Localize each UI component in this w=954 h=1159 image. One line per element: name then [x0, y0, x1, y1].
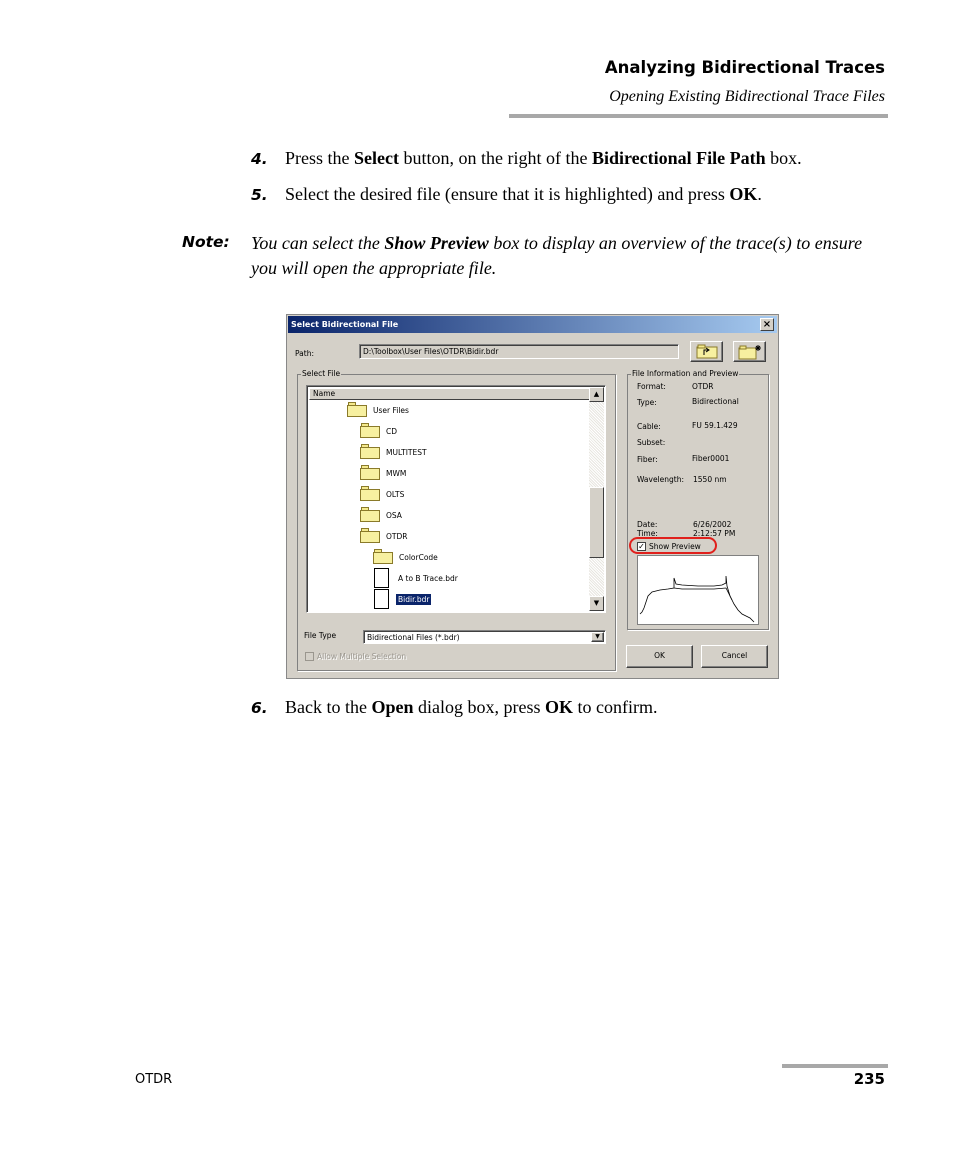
- trace-preview-graph: [638, 556, 758, 624]
- cable-value: FU 59.1.429: [692, 421, 738, 430]
- running-header-subtitle: Opening Existing Bidirectional Trace Files: [609, 88, 885, 105]
- close-icon[interactable]: ×: [760, 318, 774, 331]
- folder-up-icon: [696, 344, 718, 359]
- running-header-title: Analyzing Bidirectional Traces: [604, 58, 885, 77]
- note-label: Note:: [182, 233, 230, 251]
- trace-preview: [637, 555, 759, 625]
- folder-open-icon: [360, 528, 380, 543]
- date-value: 6/26/2002: [693, 520, 732, 529]
- folder-icon: [360, 444, 380, 459]
- highlight-callout: [629, 537, 717, 554]
- folder-icon: [360, 486, 380, 501]
- new-folder-button[interactable]: [733, 341, 766, 362]
- type-label: Type:: [637, 398, 657, 407]
- step-text: Press the Select button, on the right of the Bidirectional File Path box.: [285, 148, 802, 168]
- step-number: 5.: [251, 186, 268, 204]
- name-column-header[interactable]: Name: [309, 388, 591, 400]
- folder-icon: [360, 507, 380, 522]
- format-value: OTDR: [692, 382, 714, 391]
- page-number: 235: [853, 1070, 885, 1088]
- file-type-label: File Type: [304, 631, 337, 640]
- scroll-thumb[interactable]: [589, 487, 604, 558]
- group-label: File Information and Preview: [632, 369, 739, 378]
- allow-multiple-checkbox[interactable]: [305, 652, 314, 661]
- format-label: Format:: [637, 382, 666, 391]
- wavelength-label: Wavelength:: [637, 475, 685, 484]
- show-preview-checkbox[interactable]: ✓: [638, 542, 645, 551]
- dialog-title: Select Bidirectional File: [291, 320, 399, 329]
- step-number: 4.: [251, 150, 268, 168]
- time-label: Time:: [637, 529, 658, 538]
- scroll-down-icon[interactable]: ▼: [589, 596, 604, 611]
- chevron-down-icon[interactable]: ▼: [591, 632, 604, 642]
- folder-icon: [360, 465, 380, 480]
- footer-product: OTDR: [135, 1072, 173, 1087]
- file-tree-list[interactable]: Name ▲ ▼ User Files CD MULTITEST MWM OLTS OSA OTDR ColorCode A to B Trace.bdr Bidir.bdr: [306, 385, 606, 613]
- path-field[interactable]: D:\Toolbox\User Files\OTDR\Bidir.bdr: [359, 344, 679, 359]
- time-value: 2:12:57 PM: [693, 529, 736, 538]
- new-folder-icon: [738, 344, 762, 360]
- file-type-select[interactable]: [363, 630, 606, 644]
- cable-label: Cable:: [637, 422, 661, 431]
- select-bidirectional-file-dialog: [286, 314, 779, 679]
- fiber-label: Fiber:: [637, 455, 658, 464]
- file-icon: [374, 589, 389, 609]
- folder-open-icon: [347, 402, 367, 417]
- scroll-up-icon[interactable]: ▲: [589, 387, 604, 402]
- subset-label: Subset:: [637, 438, 666, 447]
- folder-icon: [360, 423, 380, 438]
- note-text: You can select the Show Preview box to display an overview of the trace(s) to ensure you will open the appropriate file.: [251, 233, 863, 278]
- scrollbar[interactable]: [589, 387, 604, 611]
- file-icon: [374, 568, 389, 588]
- header-rule: [509, 114, 888, 118]
- cancel-button[interactable]: Cancel: [701, 645, 768, 668]
- file-type-value: Bidirectional Files (*.bdr): [367, 633, 460, 642]
- step-text: Select the desired file (ensure that it is highlighted) and press OK.: [285, 184, 762, 204]
- show-preview-label[interactable]: Show Preview: [649, 542, 701, 551]
- type-value: Bidirectional: [692, 397, 739, 406]
- folder-up-button[interactable]: [690, 341, 723, 362]
- wavelength-value: 1550 nm: [693, 475, 727, 484]
- step-text: Back to the Open dialog box, press OK to confirm.: [285, 697, 658, 717]
- date-label: Date:: [637, 520, 658, 529]
- footer-rule: [782, 1064, 888, 1068]
- fiber-value: Fiber0001: [692, 454, 730, 463]
- dialog-titlebar: [288, 316, 777, 333]
- group-label: Select File: [302, 369, 341, 378]
- folder-icon: [373, 549, 393, 564]
- ok-button[interactable]: OK: [626, 645, 693, 668]
- allow-multiple-label: Allow Multiple Selection: [317, 652, 407, 661]
- path-label: Path:: [295, 349, 315, 358]
- step-number: 6.: [251, 699, 268, 717]
